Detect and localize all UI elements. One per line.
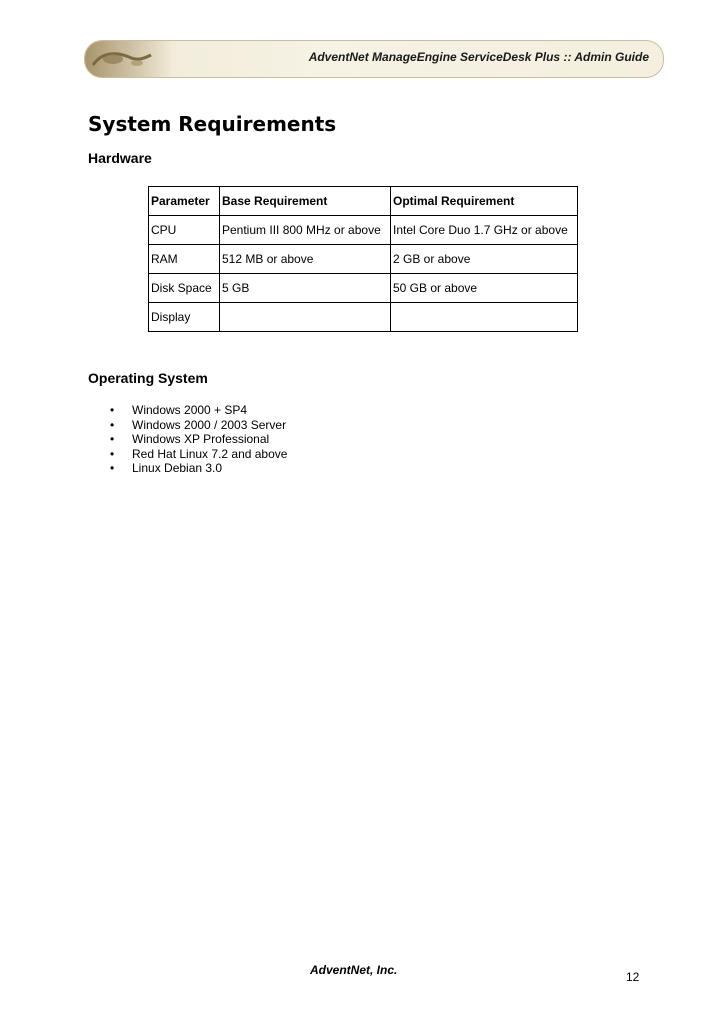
footer-company: AdventNet, Inc. [310, 963, 398, 977]
table-cell: CPU [149, 216, 220, 245]
table-cell [220, 303, 391, 332]
bullet-icon: • [110, 417, 115, 432]
list-item [108, 432, 287, 447]
list-item-text: Linux Debian 3.0 [132, 461, 223, 475]
list-item-text: Windows XP Professional [132, 432, 270, 446]
table-header-row [149, 187, 578, 216]
table-cell [391, 303, 578, 332]
bullet-icon: • [110, 432, 115, 446]
table-header-cell: Parameter [149, 187, 220, 216]
table-cell: RAM [149, 245, 220, 274]
table-cell: Disk Space [149, 274, 220, 303]
header-title: AdventNet ManageEngine ServiceDesk Plus :: Admin Guide [308, 50, 649, 64]
hardware-requirements-table [148, 186, 578, 332]
bullet-icon: • [110, 461, 115, 475]
table-row [149, 216, 578, 245]
table-cell: 5 GB [220, 274, 391, 303]
table-cell: 50 GB or above [391, 274, 578, 303]
list-item [108, 418, 287, 433]
page-number: 12 [626, 970, 640, 984]
operating-system-heading: Operating System [88, 370, 208, 386]
list-item [108, 403, 287, 418]
table-header-cell: Optimal Requirement [391, 187, 578, 216]
header-logo-image [85, 41, 171, 77]
hardware-heading: Hardware [88, 150, 152, 166]
list-item-text: Windows 2000 / 2003 Server [132, 417, 287, 432]
table-cell: 2 GB or above [391, 245, 578, 274]
bullet-icon: • [110, 446, 115, 461]
list-item-text: Red Hat Linux 7.2 and above [132, 446, 288, 461]
list-item-text: Windows 2000 + SP4 [132, 403, 248, 417]
list-item [108, 461, 287, 476]
header-banner [84, 40, 664, 78]
table-cell: 512 MB or above [220, 245, 391, 274]
operating-system-list [108, 403, 287, 476]
list-item [108, 447, 287, 462]
table-row [149, 274, 578, 303]
table-row [149, 303, 578, 332]
table-cell: Display [149, 303, 220, 332]
table-cell: Intel Core Duo 1.7 GHz or above [391, 216, 578, 245]
page-title: System Requirements [88, 112, 337, 136]
bullet-icon: • [110, 403, 115, 417]
table-cell: Pentium III 800 MHz or above [220, 216, 391, 245]
table-row [149, 245, 578, 274]
table-header-cell: Base Requirement [220, 187, 391, 216]
